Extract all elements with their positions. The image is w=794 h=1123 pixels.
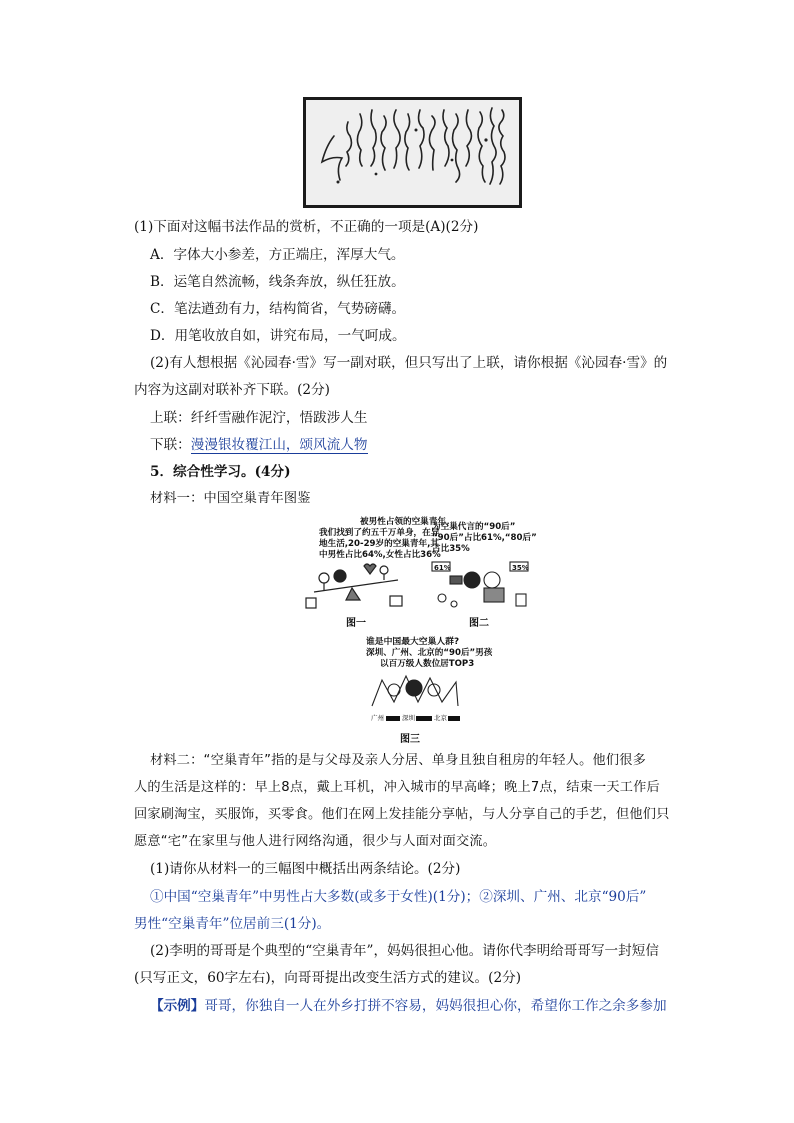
fig1-text-line2: 我们找到了约五千万单身，在异 bbox=[319, 528, 440, 538]
fig3-text-line2: 深圳、广州、北京的“90后”男孩 bbox=[366, 648, 493, 658]
fig3-bar-label-shenzhen: 深圳 bbox=[402, 714, 415, 722]
material1-title: 材料一：中国空巢青年图鉴 bbox=[150, 491, 311, 506]
fig2-text-line3: 占比35% bbox=[432, 544, 470, 554]
fig3-illustration bbox=[368, 672, 462, 712]
q5-sub1-answer-line2: 男性“空巢青年”位居前三(1分)。 bbox=[134, 916, 331, 932]
fig2-text-line1: 为空巢代言的“90后” bbox=[432, 522, 516, 532]
fig1-seesaw-illustration bbox=[300, 562, 412, 612]
fig1-text-line3: 地生活,20-29岁的空巢青年,其 bbox=[319, 539, 439, 549]
q1-stem: (1)下面对这幅书法作品的赏析，不正确的一项是(A)(2分) bbox=[134, 219, 479, 235]
fig2-caption: 图二 bbox=[469, 618, 489, 629]
fig3-caption: 图三 bbox=[400, 734, 420, 745]
q2-stem-line1: (2)有人想根据《沁园春·雪》写一副对联，但只写出了上联，请你根据《沁园春·雪》的 bbox=[150, 355, 668, 371]
q5-sub2-example bbox=[150, 996, 667, 1016]
material2-line1: 材料二：“空巢青年”指的是与父母及亲人分居、单身且独自租房的年轻人。他们很多 bbox=[150, 753, 647, 768]
fig1-text-line1: 被男性占领的空巢青年 bbox=[360, 517, 446, 527]
fig3-text-line1: 谁是中国最大空巢人群? bbox=[366, 637, 460, 647]
fig1-caption: 图一 bbox=[346, 618, 366, 629]
couplet-upper: 上联：纤纤雪融作泥泞，悟跋涉人生 bbox=[150, 410, 368, 426]
calligraphy-artwork bbox=[303, 97, 522, 208]
couplet-lower bbox=[150, 435, 368, 455]
material2-line4: 愿意“宅”在家里与他人进行网络沟通，很少与人面对面交流。 bbox=[134, 834, 497, 849]
fig3-bar-beijing bbox=[448, 716, 460, 721]
material2-line2: 人的生活是这样的：早上8点，戴上耳机，冲入城市的早高峰；晚上7点，结束一天工作后 bbox=[134, 780, 660, 795]
example-text: 哥哥，你独自一人在外乡打拼不容易，妈妈很担心你，希望你工作之余多参加 bbox=[204, 998, 667, 1014]
couplet-lower-answer: 漫漫银妆覆江山，颂风流人物 bbox=[190, 437, 368, 453]
q5-sub2-stem-line1: (2)李明的哥哥是个典型的“空巢青年”，妈妈很担心他。请你代李明给哥哥写一封短信 bbox=[150, 943, 659, 959]
material2-line3: 回家刷淘宝，买服饰，买零食。他们在网上发挂能分享帖，与人分享自己的手艺，但他们只 bbox=[134, 807, 670, 822]
fig2-pct-left: 61% bbox=[434, 564, 451, 572]
fig3-bar-label-beijing: 北京 bbox=[434, 714, 447, 722]
fig3-text-line3: 以百万级人数位居TOP3 bbox=[380, 659, 475, 669]
q5-sub2-stem-line2: (只写正文，60字左右)，向哥哥提出改变生活方式的建议。(2分) bbox=[134, 970, 522, 986]
q2-stem-line2: 内容为这副对联补齐下联。(2分) bbox=[134, 382, 330, 398]
q5-sub1-answer-line1: ①中国“空巢青年”中男性占大多数(或多于女性)(1分)；②深圳、广州、北京“90后” bbox=[150, 889, 647, 905]
fig1-text-line4: 中男性占比64%,女性占比36% bbox=[319, 550, 441, 560]
q1-option-d: D．用笔收放自如，讲究布局，一气呵成。 bbox=[150, 328, 406, 344]
fig3-bar-shenzhen bbox=[416, 716, 432, 721]
fig2-pct-right: 35% bbox=[512, 564, 529, 572]
q1-option-b: B．运笔自然流畅，线条奔放，纵任狂放。 bbox=[150, 274, 405, 290]
example-tag: 【示例】 bbox=[150, 998, 205, 1014]
q1-option-c: C．笔法遒劲有力，结构简省，气势磅礴。 bbox=[150, 301, 406, 317]
calligraphy-strokes bbox=[306, 100, 519, 205]
fig3-bar-label-guangzhou: 广州 bbox=[371, 714, 384, 722]
fig3-bar-guangzhou bbox=[386, 716, 400, 721]
q5-title: 5．综合性学习。(4分) bbox=[150, 464, 291, 480]
couplet-lower-label: 下联： bbox=[150, 437, 191, 453]
q5-sub1-stem: (1)请你从材料一的三幅图中概括出两条结论。(2分) bbox=[150, 861, 461, 877]
fig2-text-line2: “90后”占比61%,“80后” bbox=[432, 533, 537, 543]
q1-option-a: A．字体大小参差，方正端庄，浑厚大气。 bbox=[150, 247, 405, 263]
